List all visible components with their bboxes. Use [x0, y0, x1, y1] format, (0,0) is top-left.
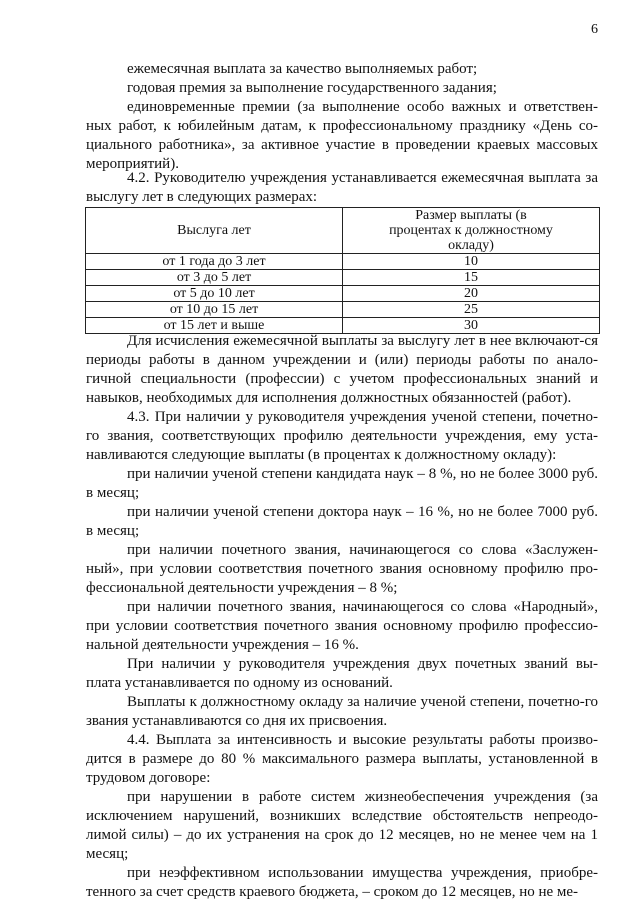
- paragraph-honored-title: при наличии почетного звания, начинающегося со слова «Заслужен-ный», при условии соответствия почетного звания основному профилю про-фессиональной деятельности учреждения – 8 %;: [86, 542, 598, 596]
- table-cell-period: от 15 лет и выше: [86, 318, 343, 334]
- list-item-one-time-bonuses: единовременные премии (за выполнение особо важных и ответствен-ных работ, к юбилейным датам, к профессиональному празднику «День со-циального работника», за активное участие в проведении краевых массовых мероприятий).: [86, 99, 598, 172]
- table-header-amount: Размер выплаты (в процентах к должностному окладу): [343, 208, 600, 254]
- paragraph-peoples-title: при наличии почетного звания, начинающегося со слова «Народный», при условии соответствия почетного звания основному профилю профессио-нальной деятельности учреждения – 16 %.: [86, 599, 598, 653]
- table-cell-value: 30: [343, 318, 600, 334]
- paragraph-payment-from-date: Выплаты к должностному окладу за наличие ученой степени, почетно-го звания устанавливаются со дня их присвоения.: [86, 694, 598, 729]
- table-header-service: Выслуга лет: [86, 208, 343, 254]
- table-cell-value: 15: [343, 270, 600, 286]
- paragraph-service-periods: Для исчисления ежемесячной выплаты за выслугу лет в нее включают-ся периоды работы в данном учреждении и (или) периоды работы по анало-гичной специальности (профессии) с учетом профессиональных знаний и навыков, необходимых для исполнения должностных обязанностей (работ).: [86, 333, 598, 406]
- list-item-quality-payment: ежемесячная выплата за качество выполняемых работ;: [127, 61, 478, 77]
- paragraph-ineffective-property-use: при неэффективном использовании имущества учреждения, приобре-тенного за счет средств краевого бюджета, – сроком до 12 месяцев, но не ме-: [86, 865, 598, 900]
- table-cell-value: 10: [343, 254, 600, 270]
- page-number: 6: [591, 22, 598, 37]
- paragraph-doctor-degree: при наличии ученой степени доктора наук – 16 %, но не более 7000 руб. в месяц;: [86, 504, 598, 539]
- table-cell-value: 20: [343, 286, 600, 302]
- table-cell-period: от 10 до 15 лет: [86, 302, 343, 318]
- table-cell-value: 25: [343, 302, 600, 318]
- service-length-table: [85, 207, 600, 334]
- table-row: [86, 254, 600, 270]
- table-cell-period: от 3 до 5 лет: [86, 270, 343, 286]
- section-4-3: 4.3. При наличии у руководителя учреждения ученой степени, почетно-го звания, соответствующих профилю деятельности учреждения, ему уста-навливаются следующие выплаты (в процентах к должностному окладу):: [86, 409, 598, 463]
- table-row: [86, 270, 600, 286]
- list-item-annual-bonus: годовая премия за выполнение государственного задания;: [127, 80, 497, 96]
- paragraph-candidate-degree: при наличии ученой степени кандидата наук – 8 %, но не более 3000 руб. в месяц;: [86, 466, 598, 501]
- table-row: [86, 302, 600, 318]
- section-4-2: 4.2. Руководителю учреждения устанавливается ежемесячная выплата за выслугу лет в следующих размерах:: [86, 170, 598, 205]
- table-row: [86, 286, 600, 302]
- section-4-4: 4.4. Выплата за интенсивность и высокие результаты работы произво-дится в размере до 80 % максимального размера выплаты, установленной в трудовом договоре:: [86, 732, 598, 786]
- table-header-row: [86, 208, 600, 254]
- paragraph-life-support-violation: при нарушении в работе систем жизнеобеспечения учреждения (за исключением нарушений, возникших вследствие обстоятельств непреодо-лимой силы) – до их устранения на срок до 12 месяцев, но не менее чем на 1 месяц;: [86, 789, 598, 862]
- paragraph-two-titles: При наличии у руководителя учреждения двух почетных званий вы-плата устанавливается по одному из оснований.: [86, 656, 598, 691]
- table-cell-period: от 1 года до 3 лет: [86, 254, 343, 270]
- table-cell-period: от 5 до 10 лет: [86, 286, 343, 302]
